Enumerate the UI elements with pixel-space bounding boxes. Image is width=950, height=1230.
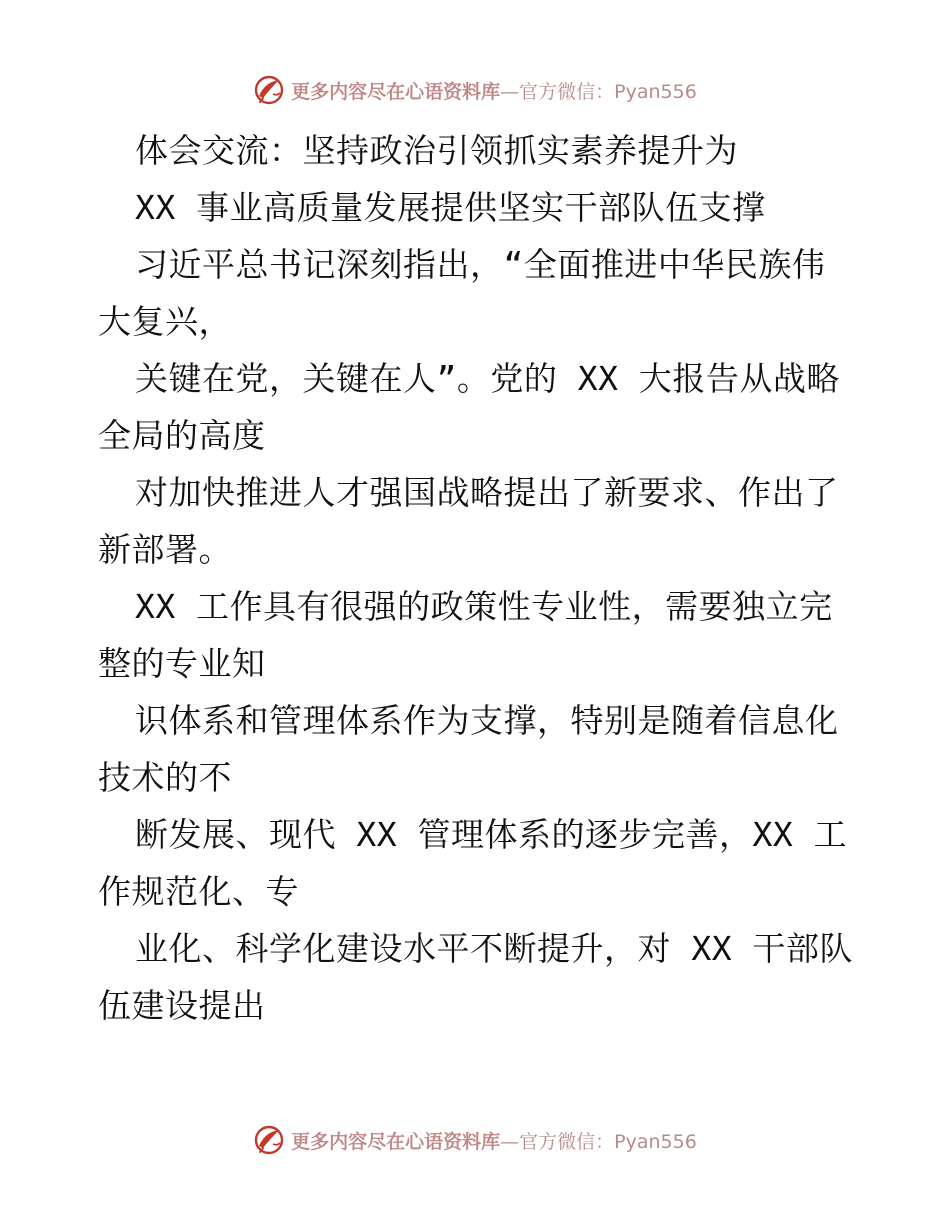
header-banner-inner bbox=[253, 74, 697, 106]
footer-banner bbox=[0, 1120, 950, 1160]
document-line: 体会交流：坚持政治引领抓实素养提升为 bbox=[135, 131, 738, 170]
document-line: 全局的高度 bbox=[98, 416, 266, 455]
document-line: 伍建设提出 bbox=[98, 986, 266, 1025]
document-line: 作规范化、专 bbox=[98, 872, 299, 911]
document-line: 对加快推进人才强国战略提出了新要求、作出了 bbox=[135, 473, 839, 512]
document-line: 识体系和管理体系作为支撑，特别是随着信息化 bbox=[135, 701, 839, 740]
header-wechat-text: 官方微信：Pyan556 bbox=[519, 80, 697, 103]
header-banner bbox=[0, 70, 950, 110]
pen-logo-icon bbox=[253, 74, 285, 106]
footer-brand-text: 更多内容尽在心语资料库 bbox=[291, 1130, 501, 1153]
footer-banner-inner bbox=[253, 1124, 697, 1156]
footer-banner-text bbox=[291, 1127, 697, 1154]
document-line: 大复兴， bbox=[98, 302, 232, 341]
document-line: XX 事业高质量发展提供坚实干部队伍支撑 bbox=[135, 188, 766, 227]
header-separator: — bbox=[500, 80, 520, 103]
document-line: 习近平总书记深刻指出，“全面推进中华民族伟 bbox=[135, 245, 826, 284]
document-body bbox=[98, 122, 878, 1034]
footer-separator: — bbox=[500, 1130, 520, 1153]
document-line: XX 工作具有很强的政策性专业性，需要独立完 bbox=[135, 587, 833, 626]
document-line: 断发展、现代 XX 管理体系的逐步完善，XX 工 bbox=[135, 815, 848, 854]
document-line: 技术的不 bbox=[98, 758, 232, 797]
document-line: 关键在党，关键在人”。党的 XX 大报告从战略 bbox=[135, 359, 840, 398]
pen-logo-icon bbox=[253, 1124, 285, 1156]
footer-wechat-text: 官方微信：Pyan556 bbox=[519, 1130, 697, 1153]
document-line: 整的专业知 bbox=[98, 644, 266, 683]
document-line: 新部署。 bbox=[98, 530, 232, 569]
header-brand-text: 更多内容尽在心语资料库 bbox=[291, 80, 501, 103]
header-banner-text bbox=[291, 77, 697, 104]
document-line: 业化、科学化建设水平不断提升，对 XX 干部队 bbox=[135, 929, 853, 968]
